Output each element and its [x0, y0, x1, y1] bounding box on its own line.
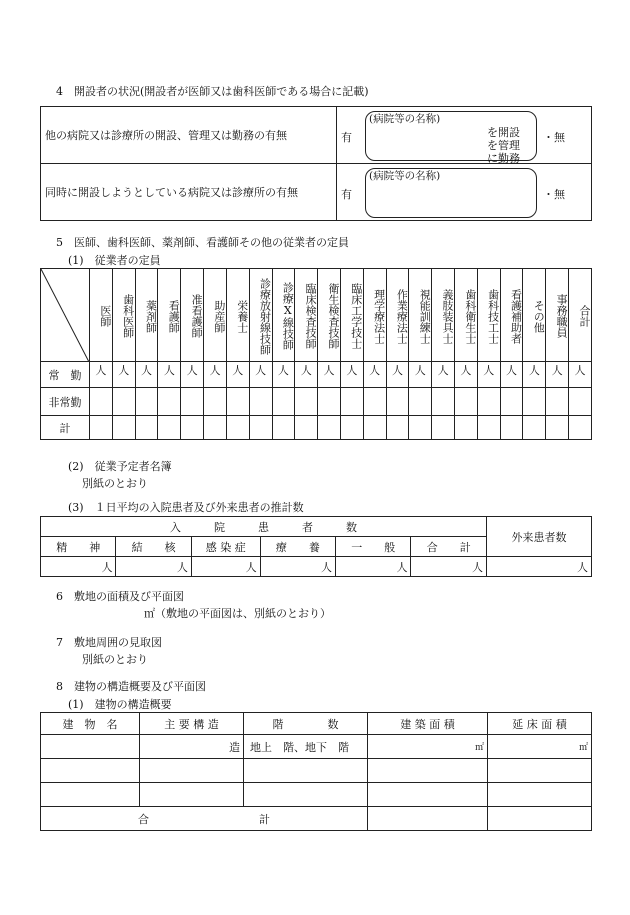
none-label: ・無	[543, 131, 565, 144]
staff-count-cell[interactable]: 人	[523, 362, 546, 388]
none-label: ・無	[543, 188, 565, 201]
staff-count-cell[interactable]	[432, 416, 455, 440]
inpatient-count-cell[interactable]: 人	[41, 557, 116, 577]
staff-count-cell[interactable]	[249, 416, 272, 440]
site-area-note: ㎡（敷地の平面図は、別紙のとおり）	[144, 607, 331, 620]
section4-heading: 4 開設者の状況(開設者が医師又は歯科医師である場合に記載)	[56, 85, 369, 98]
staff-count-cell[interactable]	[569, 388, 592, 416]
staff-col-13: 作業療法士	[386, 269, 409, 362]
staff-count-cell[interactable]: 人	[569, 362, 592, 388]
staff-count-cell[interactable]	[226, 388, 249, 416]
staff-count-cell[interactable]: 人	[546, 362, 569, 388]
concurrent-facility-label: 同時に開設しようとしている病院又は診療所の有無	[41, 164, 337, 221]
patient-estimate-subheading: (3) １日平均の入院患者及び外来患者の推計数	[68, 501, 304, 514]
building-structure-table	[40, 712, 592, 831]
staff-col-18: 看護補助者	[500, 269, 523, 362]
inpatient-col-2: 感 染 症	[191, 537, 260, 557]
outpatient-count-cell[interactable]: 人	[487, 557, 592, 577]
staff-col-0: 医師	[90, 269, 113, 362]
staff-count-cell[interactable]	[363, 416, 386, 440]
staff-count-cell[interactable]	[226, 416, 249, 440]
staff-count-cell[interactable]	[135, 388, 158, 416]
section5-heading: 5 医師、歯科医師、薬剤師、看護師その他の従業者の定員	[56, 236, 349, 249]
staff-row-label: 非常勤	[41, 388, 90, 416]
staff-col-3: 看護師	[158, 269, 181, 362]
staff-count-cell[interactable]	[477, 388, 500, 416]
staff-roster-note: 別紙のとおり	[82, 477, 148, 490]
staff-count-cell[interactable]: 人	[363, 362, 386, 388]
staff-col-15: 義肢装具士	[432, 269, 455, 362]
total-label: 合 計	[41, 807, 368, 831]
staff-col-16: 歯科衛生士	[455, 269, 478, 362]
facility-name-hint: (病院等の名称)	[369, 113, 441, 125]
building-structure-subheading: (1) 建物の構造概要	[68, 698, 172, 711]
staff-count-cell[interactable]	[135, 416, 158, 440]
building-area-cell[interactable]: ㎡	[368, 735, 488, 759]
inpatient-count-cell[interactable]: 人	[191, 557, 260, 577]
staff-col-21: 合計	[569, 269, 592, 362]
staff-col-1: 歯科医師	[112, 269, 135, 362]
staff-capacity-subheading: (1) 従業者の定員	[68, 254, 161, 267]
staff-count-cell[interactable]	[500, 416, 523, 440]
outpatient-header: 外来患者数	[487, 517, 592, 557]
staff-col-14: 視能訓練士	[409, 269, 432, 362]
inpatient-col-4: 一 般	[336, 537, 411, 557]
building-col-2: 階 数	[244, 713, 368, 735]
staff-count-cell[interactable]	[523, 388, 546, 416]
staff-count-cell[interactable]: 人	[500, 362, 523, 388]
staff-count-cell[interactable]	[340, 416, 363, 440]
staff-count-cell[interactable]: 人	[204, 362, 227, 388]
staff-count-cell[interactable]	[295, 416, 318, 440]
staff-col-2: 薬剤師	[135, 269, 158, 362]
staff-count-cell[interactable]: 人	[432, 362, 455, 388]
inpatient-count-cell[interactable]: 人	[260, 557, 335, 577]
staff-count-cell[interactable]	[386, 416, 409, 440]
inpatient-col-1: 結 核	[116, 537, 191, 557]
staff-count-cell[interactable]	[477, 416, 500, 440]
staff-count-cell[interactable]: 人	[226, 362, 249, 388]
inpatient-count-cell[interactable]: 人	[336, 557, 411, 577]
staff-count-cell[interactable]	[363, 388, 386, 416]
founder-status-table	[40, 106, 592, 221]
staff-count-cell[interactable]	[386, 388, 409, 416]
staff-roster-subheading: (2) 従業予定者名簿	[68, 460, 172, 473]
staff-count-cell[interactable]	[295, 388, 318, 416]
staff-count-cell[interactable]: 人	[455, 362, 478, 388]
floors-cell[interactable]: 地上 階、地下 階	[244, 735, 368, 759]
section8-heading: 8 建物の構造概要及び平面図	[56, 680, 206, 693]
staff-count-cell[interactable]: 人	[112, 362, 135, 388]
staff-count-cell[interactable]: 人	[318, 362, 341, 388]
option-work: に勤務	[487, 152, 520, 165]
staff-count-cell[interactable]: 人	[272, 362, 295, 388]
staff-col-19: その他	[523, 269, 546, 362]
staff-count-cell[interactable]	[204, 388, 227, 416]
staff-col-7: 診療放射線技師	[249, 269, 272, 362]
concurrent-facility-cell[interactable]	[337, 164, 592, 221]
staff-count-cell[interactable]: 人	[409, 362, 432, 388]
staff-col-5: 助産師	[204, 269, 227, 362]
staff-count-cell[interactable]	[500, 388, 523, 416]
facility-name-hint: (病院等の名称)	[369, 170, 441, 182]
structure-cell[interactable]: 造	[140, 735, 244, 759]
has-label: 有	[341, 131, 352, 144]
staff-col-4: 准看護師	[181, 269, 204, 362]
building-col-3: 建 築 面 積	[368, 713, 488, 735]
inpatient-count-cell[interactable]: 人	[411, 557, 487, 577]
staff-row-label: 常 勤	[41, 362, 90, 388]
inpatient-header: 入 院 患 者 数	[41, 517, 487, 537]
staff-count-cell[interactable]: 人	[90, 362, 113, 388]
staff-count-cell[interactable]	[181, 388, 204, 416]
staff-col-9: 臨床検査技師	[295, 269, 318, 362]
staff-col-10: 衛生検査技師	[318, 269, 341, 362]
staff-count-cell[interactable]: 人	[340, 362, 363, 388]
section6-heading: 6 敷地の面積及び平面図	[56, 590, 184, 603]
staff-capacity-table	[40, 268, 592, 440]
inpatient-count-cell[interactable]: 人	[116, 557, 191, 577]
staff-count-cell[interactable]	[112, 388, 135, 416]
staff-count-cell[interactable]	[432, 388, 455, 416]
staff-count-cell[interactable]	[455, 388, 478, 416]
surroundings-note: 別紙のとおり	[82, 653, 148, 666]
staff-count-cell[interactable]: 人	[295, 362, 318, 388]
total-building-area[interactable]	[368, 807, 488, 831]
staff-count-cell[interactable]: 人	[158, 362, 181, 388]
staff-count-cell[interactable]	[409, 388, 432, 416]
building-name-cell[interactable]	[41, 735, 140, 759]
staff-count-cell[interactable]: 人	[135, 362, 158, 388]
floor-area-cell[interactable]: ㎡	[488, 735, 592, 759]
total-floor-area[interactable]	[488, 807, 592, 831]
staff-count-cell[interactable]	[409, 416, 432, 440]
staff-count-cell[interactable]	[90, 416, 113, 440]
staff-count-cell[interactable]	[569, 416, 592, 440]
section7-heading: 7 敷地周囲の見取図	[56, 636, 162, 649]
building-col-1: 主 要 構 造	[140, 713, 244, 735]
option-manage: を管理	[487, 139, 520, 152]
patient-estimate-table	[40, 516, 592, 577]
staff-count-cell[interactable]	[546, 416, 569, 440]
staff-count-cell[interactable]	[181, 416, 204, 440]
building-col-0: 建 物 名	[41, 713, 140, 735]
staff-col-11: 臨床工学技士	[340, 269, 363, 362]
staff-count-cell[interactable]	[340, 388, 363, 416]
staff-count-cell[interactable]	[546, 388, 569, 416]
staff-count-cell[interactable]	[204, 416, 227, 440]
staff-count-cell[interactable]	[158, 388, 181, 416]
other-facility-cell[interactable]	[337, 107, 592, 164]
staff-count-cell[interactable]	[158, 416, 181, 440]
staff-count-cell[interactable]	[318, 416, 341, 440]
staff-count-cell[interactable]: 人	[249, 362, 272, 388]
option-establish: を開設	[487, 126, 520, 139]
other-facility-label: 他の病院又は診療所の開設、管理又は勤務の有無	[41, 107, 337, 164]
staff-count-cell[interactable]: 人	[181, 362, 204, 388]
staff-col-8: 診療X線技師	[272, 269, 295, 362]
staff-count-cell[interactable]	[272, 416, 295, 440]
has-label: 有	[341, 188, 352, 201]
inpatient-col-5: 合 計	[411, 537, 487, 557]
staff-col-20: 事務職員	[546, 269, 569, 362]
staff-count-cell[interactable]	[112, 416, 135, 440]
staff-count-cell[interactable]: 人	[386, 362, 409, 388]
staff-count-cell[interactable]	[272, 388, 295, 416]
inpatient-col-3: 療 養	[260, 537, 335, 557]
staff-col-17: 歯科技工士	[477, 269, 500, 362]
inpatient-col-0: 精 神	[41, 537, 116, 557]
staff-count-cell[interactable]	[318, 388, 341, 416]
staff-count-cell[interactable]	[249, 388, 272, 416]
staff-col-12: 理学療法士	[363, 269, 386, 362]
staff-count-cell[interactable]: 人	[477, 362, 500, 388]
staff-count-cell[interactable]	[523, 416, 546, 440]
staff-row-label: 計	[41, 416, 90, 440]
building-col-4: 延 床 面 積	[488, 713, 592, 735]
staff-count-cell[interactable]	[90, 388, 113, 416]
staff-count-cell[interactable]	[455, 416, 478, 440]
diagonal-corner	[41, 269, 90, 362]
staff-col-6: 栄養士	[226, 269, 249, 362]
